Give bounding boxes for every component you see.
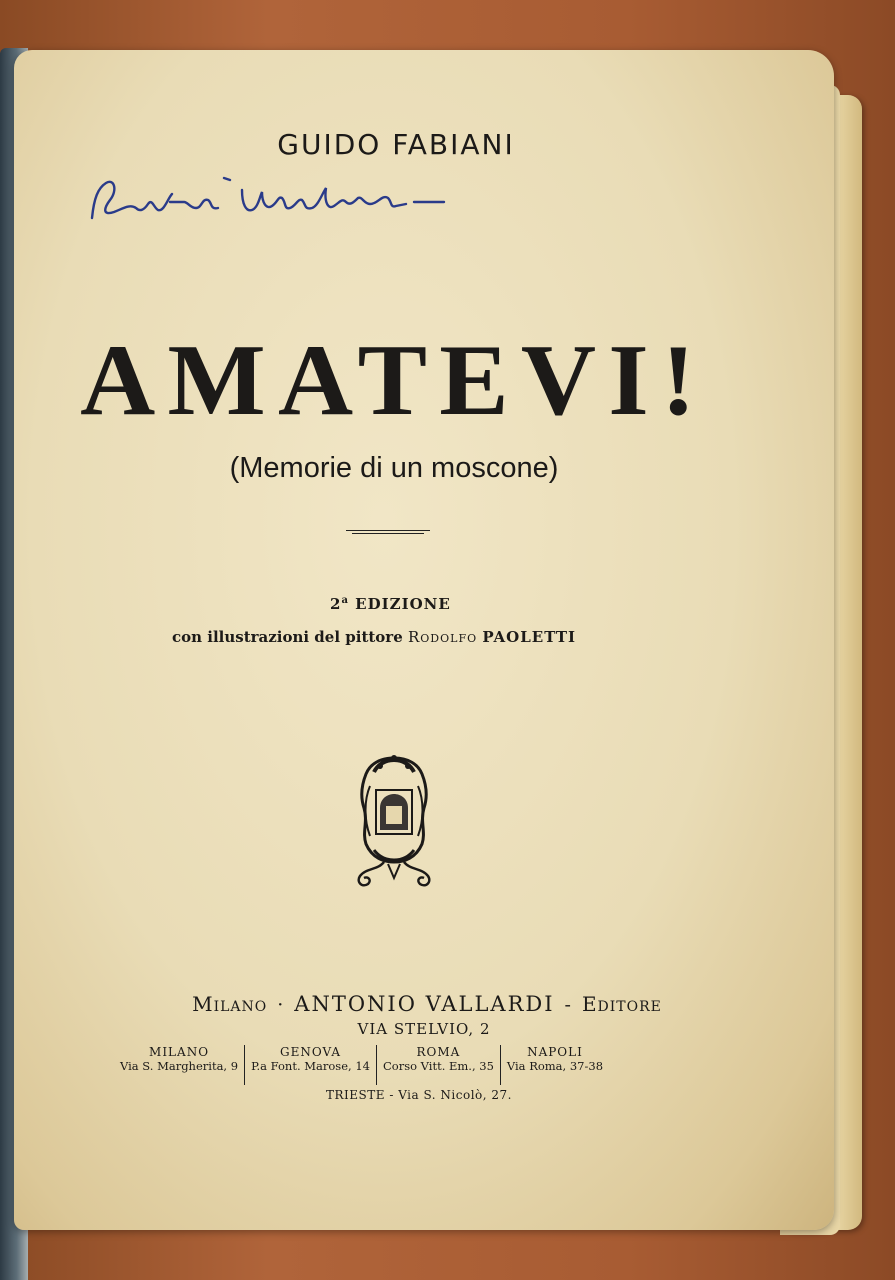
publisher-line: Milano · ANTONIO VALLARDI - Editore [192, 992, 662, 1016]
branch-item [244, 1045, 376, 1085]
book-subtitle: (Memorie di un moscone) [229, 452, 559, 484]
signature-scribble [84, 168, 464, 238]
illustrations-line [172, 628, 576, 646]
branch-city: GENOVA [280, 1045, 342, 1059]
publisher-name: ANTONIO VALLARDI [294, 992, 555, 1016]
edition-suffix: a [341, 595, 349, 606]
branch-list [114, 1045, 704, 1085]
branch-item [114, 1045, 244, 1085]
branch-address: Via Roma, 37-38 [506, 1059, 604, 1073]
author-name: GUIDO FABIANI [277, 128, 515, 161]
branch-city: ROMA [416, 1045, 461, 1059]
publisher-city: Milano [192, 992, 268, 1016]
decorative-rule [346, 520, 430, 526]
branch-address: P.a Font. Marose, 14 [251, 1059, 370, 1073]
branch-address: Corso Vitt. Em., 35 [382, 1059, 494, 1073]
handwritten-signature [84, 168, 464, 238]
book-title: AMATEVI! [80, 324, 708, 437]
branch-address: Via S. Margherita, 9 [120, 1059, 239, 1073]
branch-item [500, 1045, 609, 1085]
edition-word: EDIZIONE [355, 595, 451, 613]
illustrator-last-name: PAOLETTI [482, 628, 577, 646]
branch-city: NAPOLI [527, 1045, 583, 1059]
branch-item [376, 1045, 500, 1085]
illustrator-first-name: Rodolfo [408, 628, 478, 646]
trieste-branch: TRIESTE - Via S. Nicolò, 27. [326, 1088, 512, 1102]
illustrations-prefix: con illustrazioni del pittore [172, 628, 403, 646]
publisher-role: Editore [581, 992, 662, 1016]
edition-number: 2 [330, 595, 342, 613]
publisher-address: VIA STELVIO, 2 [357, 1020, 491, 1038]
edition-line [330, 595, 451, 613]
title-page [14, 50, 834, 1230]
branch-city: MILANO [149, 1045, 210, 1059]
publisher-emblem-icon [344, 750, 444, 900]
